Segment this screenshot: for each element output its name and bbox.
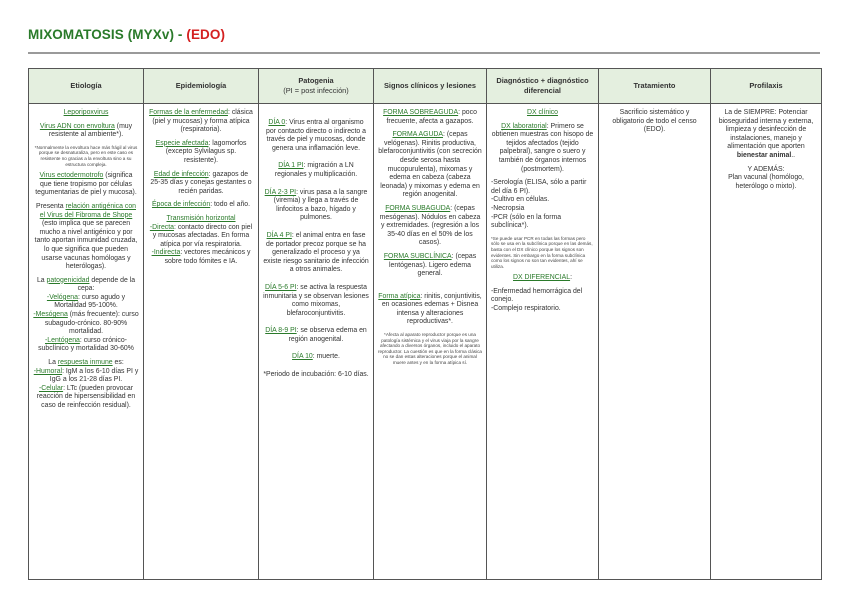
cell-signos: FORMA SOBREAGUDA: poco frecuente, afecta a gazapos. FORMA AGUDA: (cepas velógenas). Rinitis productiva, blefaroconjuntivitis (con secreción desde serosa hasta mucopurulenta), mixomas y edema en cabeza (cabeza leonada) y mixomas y edema en región anogenital. FORMA SUBAGUDA: (cepas mesógenas). Nódulos en cabeza y extremidades. (regresión a los 35-40 días en el 50% de los casos). FORMA SUBCLÍNICA: (cepas lentógenas). Ligero edema general. Forma atípica: rinitis, conjuntivitis, en ocasiones edemas + Disnea intensa y alteraciones reproductivas*. *Afecta al aparato reproductor porque es una patología sistémica y el virus viaja por la sangre afectando a diversos órganos, incluido el aparato reproductor. La cuestión es que en la forma clásica no se dan estas alteraciones porque el animal muere antes y en la forma atípica sí.: [374, 104, 487, 580]
col-header-etiologia: Etiología: [29, 69, 144, 104]
cell-patogenia: DÍA 0: Virus entra al organismo por contacto directo o indirecto a través de piel y mucosas, donde genera una inflamación leve. DÍA 1 PI: migración a LN regionales y multiplicación. DÍA 2-3 PI: virus pasa a la sangre (viremia) y llega a través de linfocitos a bazo, hígado y pulmones. DÍA 4 PI: el animal entra en fase de portador precoz porque se ha generalizado el proceso y ya existe riesgo sanitario de infección a otros animales. DÍA 5-6 PI: se activa la respuesta inmunitaria y se observan lesiones como mixomas, blefaroconjuntivitis. DÍA 8-9 PI: se observa edema en región anogenital. DÍA 10: muerte. *Periodo de incubación: 6-10 días.: [259, 104, 374, 580]
col-header-signos: Signos clínicos y lesiones: [374, 69, 487, 104]
col-header-profilaxis: Profilaxis: [711, 69, 822, 104]
col-header-patogenia: Patogenia (PI = post infección): [259, 69, 374, 104]
col-header-tratamiento: Tratamiento: [599, 69, 711, 104]
title-divider: [28, 52, 820, 54]
table-header-row: [29, 69, 822, 104]
col-header-epidemiologia: Epidemiología: [144, 69, 259, 104]
cell-etiologia: Leporipoxvirus Virus ADN con envoltura (muy resistente al ambiente*). *Normalmente la envoltura hace más frágil al virus porque se desnaturaliza, pero en este caso es resistente no gracias a la envoltura sino a su estructura compleja. Virus ectodermotrofo (significa que tiene tropismo por células tegumentarias de piel y mucosa). Presenta relación antigénica con el Virus del Fibroma de Shope (esto implica que se parecen mucho a nivel antigénico y por tanto aportan inmunidad cruzada, lo que significa que pueden usarse vacunas homólogas y heterólogas). La patogenicidad depende de la cepa: -Velógena: curso agudo y Mortalidad 95-100%. -Mesógena (más frecuente): curso subagudo-crónico. 80-90% mortalidad. -Lentógena: curso crónico-subclínico y mortalidad 30-60% La respuesta inmune es: -Humoral: IgM a los 6-10 días PI y IgG a los 21-28 días PI. -Celular: LTc (pueden provocar reacción de hipersensibilidad en caso de reinfección residual).: [29, 104, 144, 580]
summary-table: [28, 68, 822, 580]
col-header-diagnostico: Diagnóstico + diagnóstico diferencial: [487, 69, 599, 104]
cell-epidemiologia: Formas de la enfermedad: clásica (piel y mucosas) y forma atípica (respiratoria). Especie afectada: lagomorfos (excepto Sylvilagus sp. resistente). Edad de infección: gazapos de 25-35 días y conejas gestantes o recién paridas. Época de infección: todo el año. Transmisión horizontal -Directa: contacto directo con piel y mucosas afectadas. En forma atípica por vía respiratoria. -Indirecta: vectores mecánicos y sobre todo fómites e IA.: [144, 104, 259, 580]
table-body-row: [29, 104, 822, 580]
title-text: MIXOMATOSIS (MYXv) -: [28, 27, 187, 42]
page-title: [28, 27, 225, 42]
cell-diagnostico: DX clínico DX laboratorial: Primero se obtienen muestras con hisopo de tejidos afectados (tejido palpebral), sangre o suero y también de órganos internos (postmortem). -Serología (ELISA, sólo a partir del día 6 PI). -Cultivo en células. -Necropsia -PCR (sólo en la forma subclínica*). *Se puede usar PCR en todas las formas pero sólo se usa en la subclínica porque en las demás, basta con el DX clínico porque los signos son evidentes. Sin embargo en la forma subclínica como los signos no son tan evidentes, ahí se utiliza. DX DIFERENCIAL: -Enfermedad hemorrágica del conejo. -Complejo respiratorio.: [487, 104, 599, 580]
edo-tag: (EDO): [186, 27, 226, 42]
cell-profilaxis: La de SIEMPRE: Potenciar bioseguridad interna y externa, limpieza y desinfección de instalaciones, manejo y alimentación que aporten bienestar animal.. Y ADEMÁS: Plan vacunal (homólogo, heterólogo o mixto).: [711, 104, 822, 580]
cell-tratamiento: Sacrificio sistemático y obligatorio de todo el censo (EDO).: [599, 104, 711, 580]
